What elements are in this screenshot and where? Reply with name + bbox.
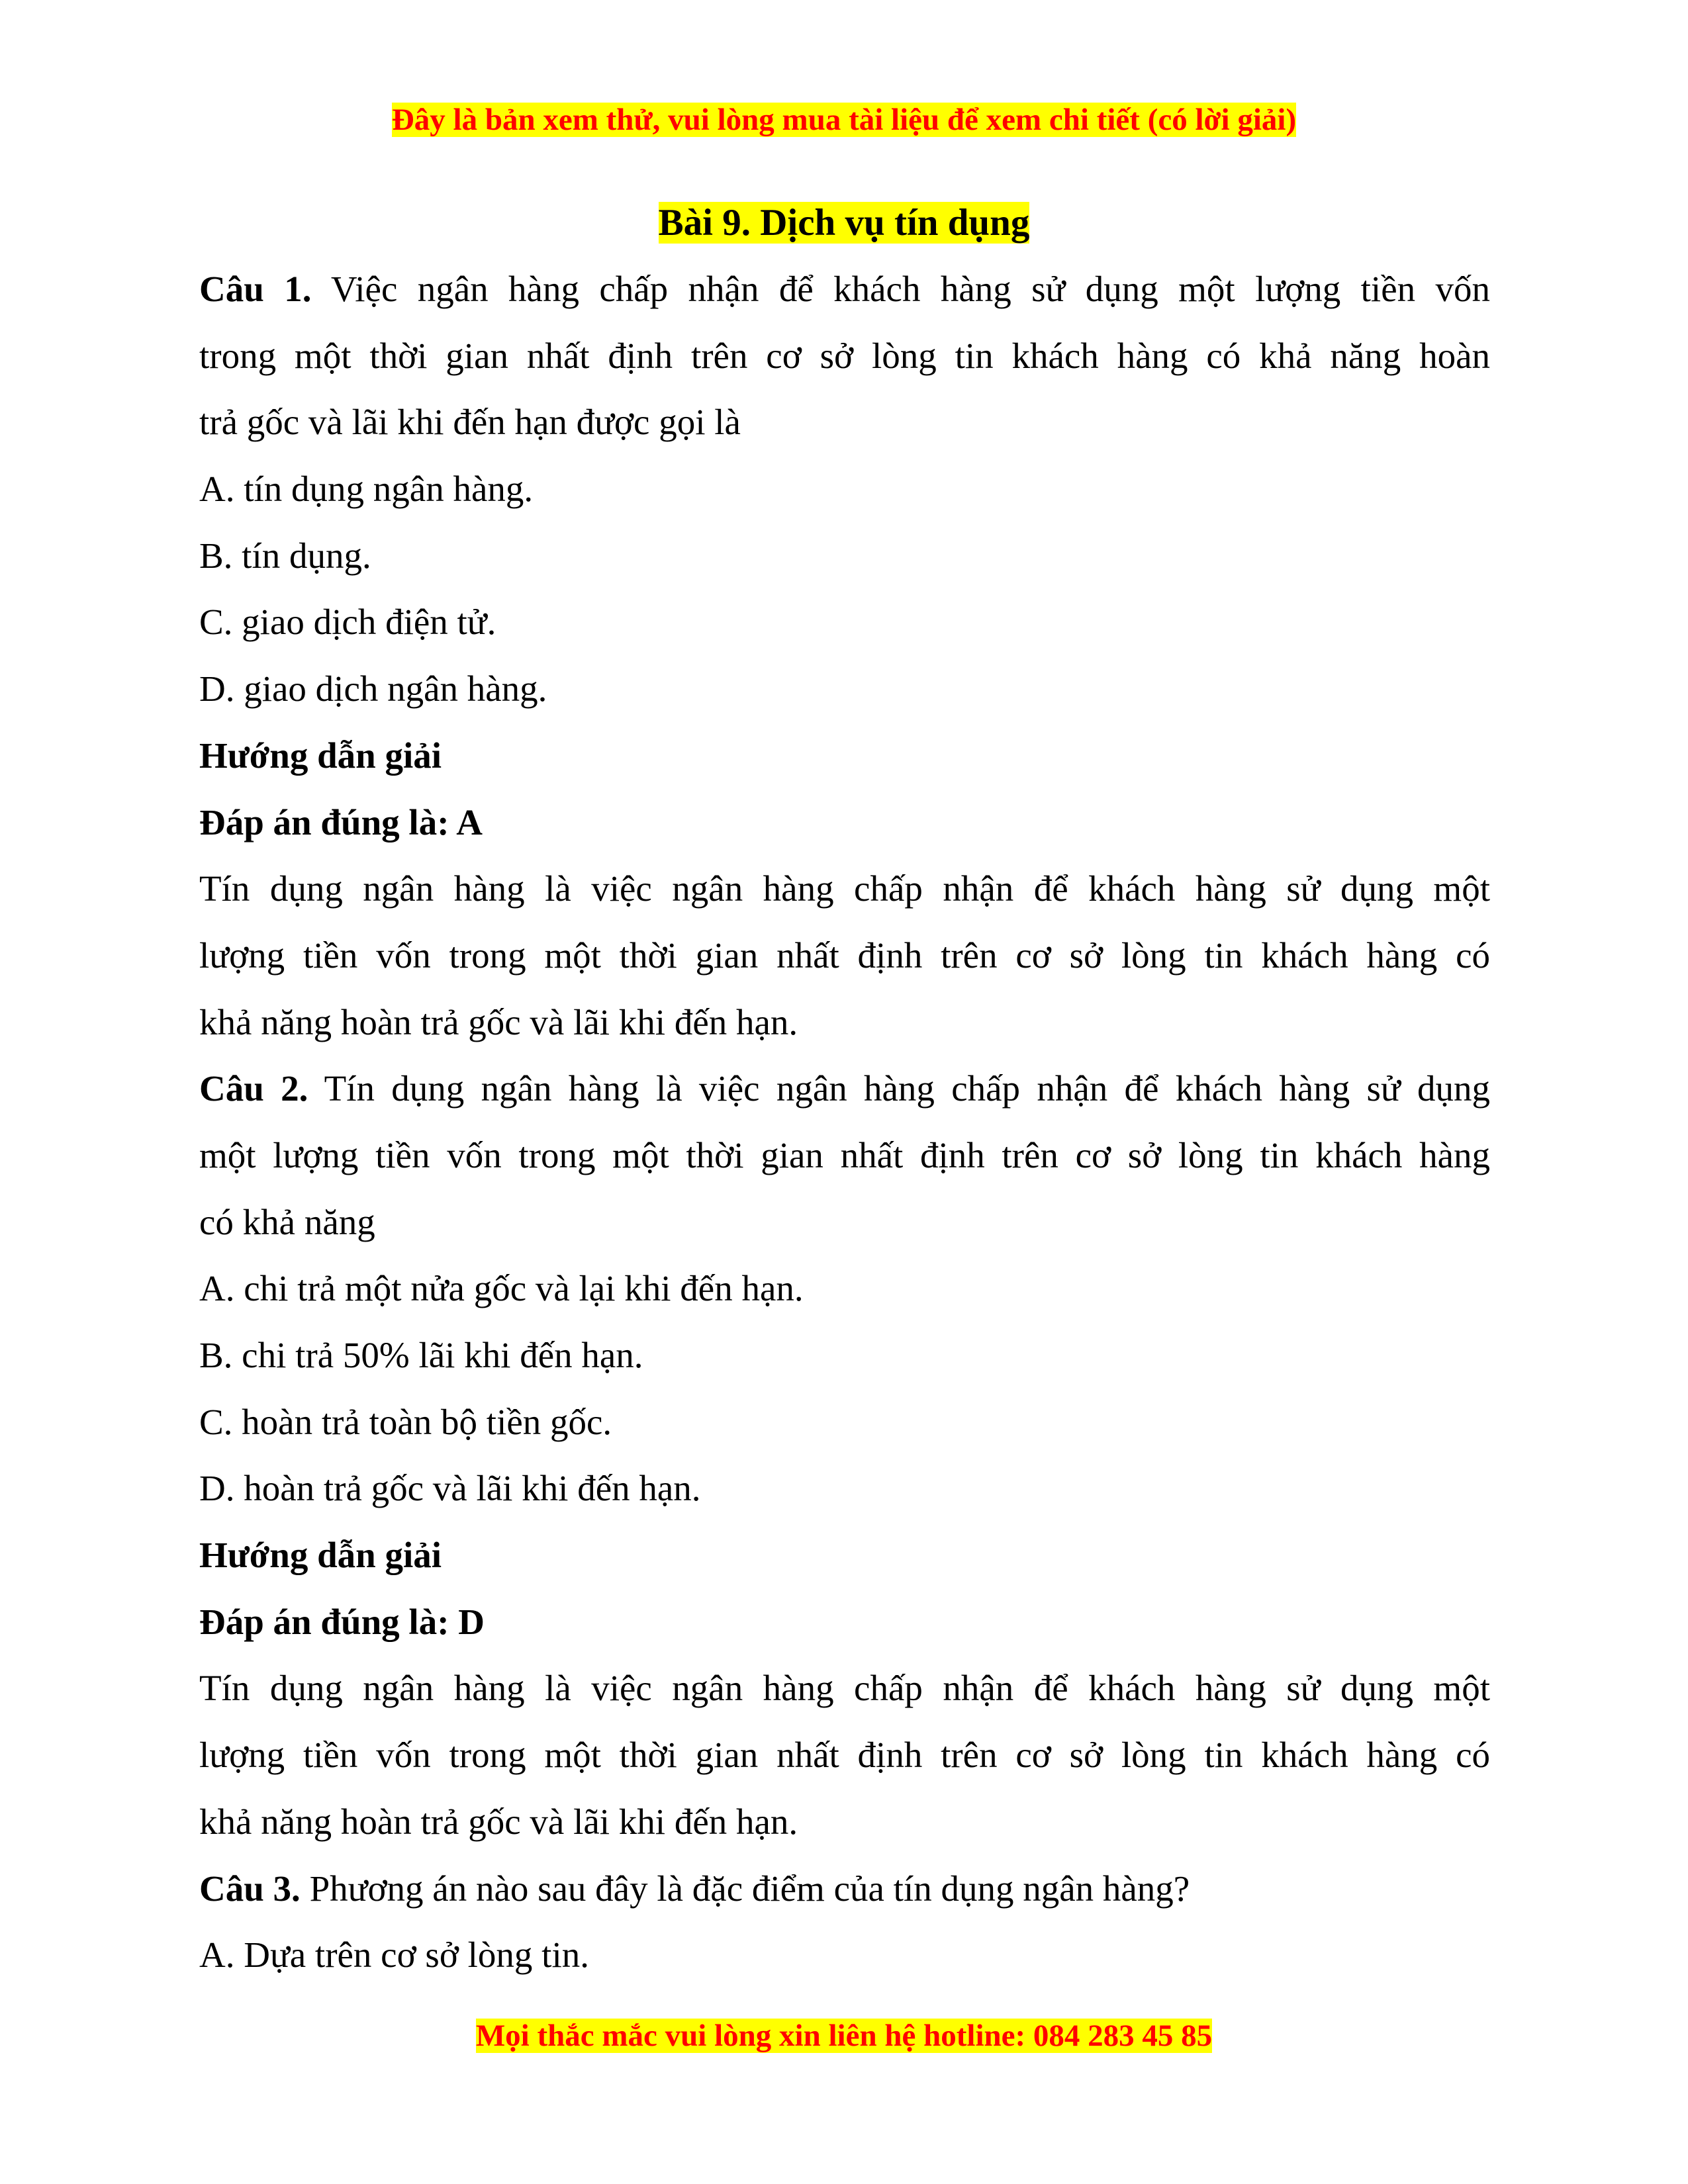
option-a: A. tín dụng ngân hàng. [199,469,534,510]
option-b: B. chi trả 50% lãi khi đến hạn. [199,1335,643,1375]
explanation-line: Tín dụng ngân hàng là việc ngân hàng chấp nhận để khách hàng sử dụng một [199,868,1490,909]
explanation-line: lượng tiền vốn trong một thời gian nhất định trên cơ sở lòng tin khách hàng có [199,1735,1490,1776]
option-a: A. chi trả một nửa gốc và lại khi đến hạn. [199,1268,804,1309]
document-body [199,256,1490,1989]
option-d: D. hoàn trả gốc và lãi khi đến hạn. [199,1468,701,1509]
explanation-line: khả năng hoàn trả gốc và lãi khi đến hạn. [199,1801,798,1842]
explanation-line: Tín dụng ngân hàng là việc ngân hàng chấp nhận để khách hàng sử dụng một [199,1668,1490,1709]
correct-answer: Đáp án đúng là: D [199,1601,485,1642]
question-1-line: trả gốc và lãi khi đến hạn được gọi là [199,402,741,443]
question-2-line: Câu 2. Tín dụng ngân hàng là việc ngân hàng chấp nhận để khách hàng sử dụng [199,1068,1490,1109]
option-a: A. Dựa trên cơ sở lòng tin. [199,1934,589,1976]
option-c: C. giao dịch điện tử. [199,602,496,643]
option-b: B. tín dụng. [199,535,371,576]
question-3-line: Câu 3. Phương án nào sau đây là đặc điểm của tín dụng ngân hàng? [199,1868,1190,1909]
question-1-line: Câu 1. Việc ngân hàng chấp nhận để khách hàng sử dụng một lượng tiền vốn [199,269,1490,309]
preview-notice: Đây là bản xem thử, vui lòng mua tài liệu để xem chi tiết (có lời giải) [391,103,1297,137]
question-1-line: trong một thời gian nhất định trên cơ sở lòng tin khách hàng có khả năng hoàn [199,335,1490,376]
correct-answer: Đáp án đúng là: A [199,801,483,842]
question-2-line: một lượng tiền vốn trong một thời gian nhất định trên cơ sở lòng tin khách hàng [199,1134,1490,1175]
option-d: D. giao dịch ngân hàng. [199,668,547,709]
option-c: C. hoàn trả toàn bộ tiền gốc. [199,1401,612,1442]
solution-heading: Hướng dẫn giải [199,1535,442,1576]
explanation-line: lượng tiền vốn trong một thời gian nhất định trên cơ sở lòng tin khách hàng có [199,934,1490,976]
explanation-line: khả năng hoàn trả gốc và lãi khi đến hạn. [199,1001,798,1042]
question-2-line: có khả năng [199,1201,375,1242]
solution-heading: Hướng dẫn giải [199,735,442,776]
lesson-title: Bài 9. Dịch vụ tín dụng [658,202,1030,244]
hotline-notice: Mọi thắc mắc vui lòng xin liên hệ hotline: 084 283 45 85 [475,2019,1213,2053]
